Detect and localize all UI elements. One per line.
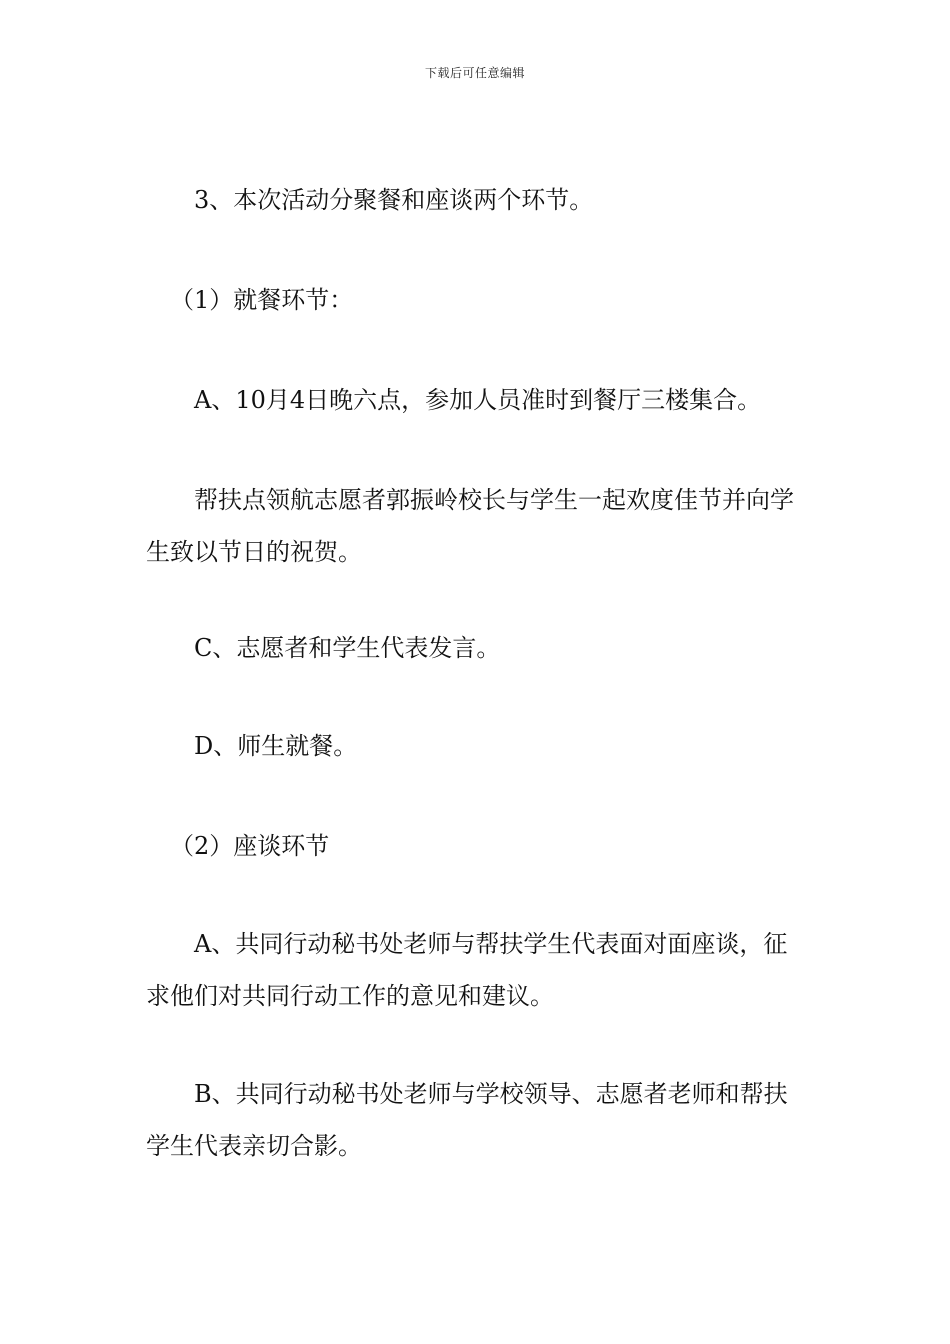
paragraph-activity-sections: 3、本次活动分聚餐和座谈两个环节。 [194, 186, 594, 214]
paragraph-dining-heading: （1）就餐环节： [170, 286, 354, 314]
paragraph-dining-b: 帮扶点领航志愿者郭振岭校长与学生一起欢度佳节并向学生致以节日的祝贺。 [146, 486, 794, 566]
paragraph-discussion-heading: （2）座谈环节 [170, 832, 330, 860]
paragraph-discussion-a: A、共同行动秘书处老师与帮扶学生代表面对面座谈，征求他们对共同行动工作的意见和建议。 [146, 930, 788, 1010]
paragraph-dining-c: C、志愿者和学生代表发言。 [194, 634, 501, 662]
paragraph-discussion-b: B、共同行动秘书处老师与学校领导、志愿者老师和帮扶学生代表亲切合影。 [146, 1080, 788, 1160]
page-header: 下载后可任意编辑 [424, 66, 525, 80]
paragraph-dining-a: A、10月4日晚六点，参加人员准时到餐厅三楼集合。 [194, 386, 762, 414]
paragraph-dining-d: D、师生就餐。 [194, 732, 358, 760]
